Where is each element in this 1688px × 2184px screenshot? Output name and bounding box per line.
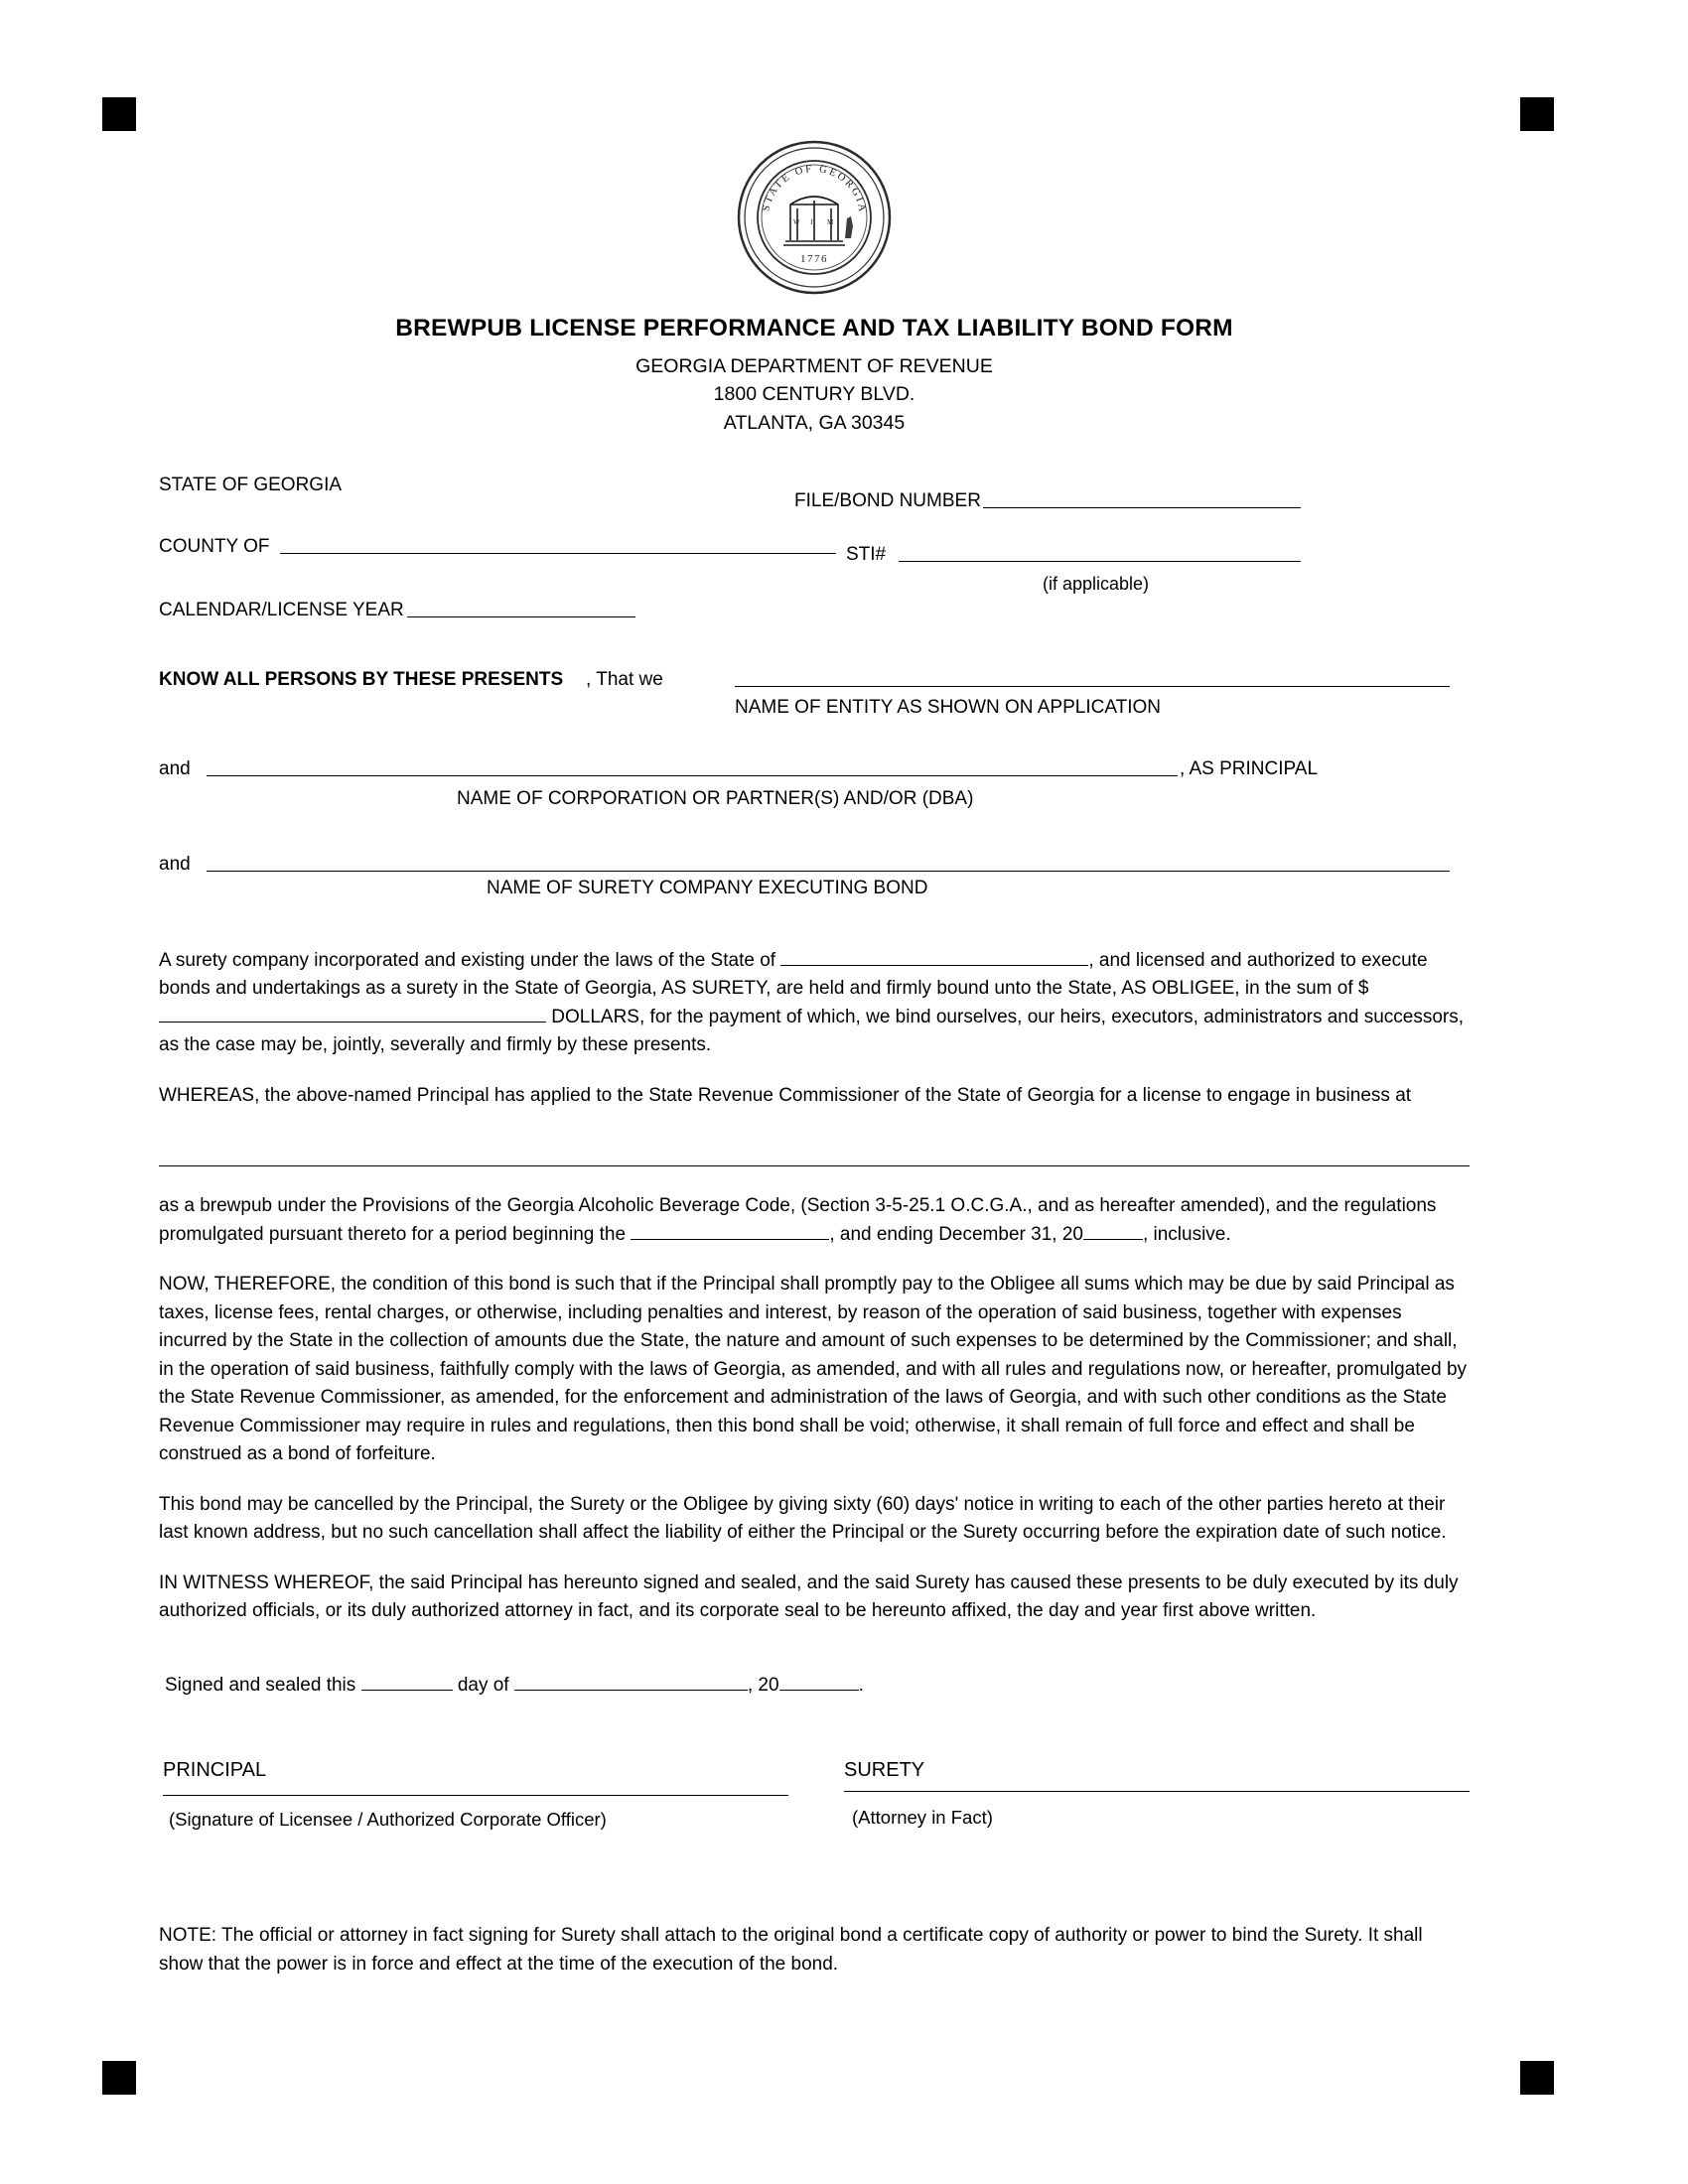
signed-sealed-part-2: day of	[457, 1674, 509, 1696]
signed-sealed-part-3: , 20	[747, 1674, 779, 1696]
period-end-year-input[interactable]	[1083, 1222, 1143, 1240]
calendar-license-year-input[interactable]	[407, 600, 635, 617]
principal-label: PRINCIPAL	[163, 1759, 267, 1782]
agency-address-line-2: ATLANTA, GA 30345	[723, 411, 906, 434]
surety-paragraph	[159, 947, 1470, 1060]
svg-text:M: M	[827, 218, 834, 226]
principal-signature-input[interactable]	[163, 1795, 788, 1796]
svg-text:1776: 1776	[800, 253, 828, 265]
brewpub-clause-part-1: as a brewpub under the Provisions of the Georgia Alcoholic Beverage Code, (Section 3-5-25.1 O.C.G.A., and as hereafter amended), and the regulations promulgated pursuant thereto for a period beginning the	[159, 1195, 1437, 1245]
registration-mark-top-left	[102, 97, 136, 131]
county-of-label: COUNTY OF	[159, 535, 270, 557]
bond-amount-input[interactable]	[159, 1005, 546, 1023]
surety-label: SURETY	[844, 1759, 925, 1782]
signed-sealed-part-1: Signed and sealed this	[165, 1674, 356, 1696]
brewpub-clause-paragraph	[159, 1192, 1470, 1249]
state-of-georgia-label: STATE OF GEORGIA	[159, 474, 343, 495]
surety-signature-input[interactable]	[844, 1791, 1470, 1792]
svg-text:J: J	[810, 218, 813, 226]
surety-company-caption: NAME OF SURETY COMPANY EXECUTING BOND	[487, 877, 928, 898]
witness-whereof-paragraph: IN WITNESS WHEREOF, the said Principal has hereunto signed and sealed, and the said Surety has caused these presents to be duly executed by its duly authorized officials, or its duly authorized attorney in fact, and its corporate seal to be hereunto affixed, the day and year first above written.	[159, 1571, 1459, 1622]
surety-company-row	[159, 854, 1470, 913]
signed-month-input[interactable]	[514, 1673, 748, 1691]
svg-text:STATE OF GEORGIA: STATE OF GEORGIA	[761, 163, 869, 215]
surety-signature-caption: (Attorney in Fact)	[852, 1807, 993, 1829]
signed-year-input[interactable]	[779, 1673, 859, 1691]
county-and-sti-row	[159, 536, 1470, 592]
whereas-paragraph: WHEREAS, the above-named Principal has applied to the State Revenue Commissioner of the State of Georgia for a license to engage in business at	[159, 1084, 1412, 1106]
seal-container	[159, 139, 1470, 301]
principal-signature-caption: (Signature of Licensee / Authorized Corporate Officer)	[169, 1809, 607, 1831]
sti-if-applicable-note: (if applicable)	[1043, 573, 1150, 594]
and-label-surety: and	[159, 853, 191, 875]
brewpub-clause-part-2: , and ending December 31, 20	[829, 1223, 1083, 1245]
surety-company-input[interactable]	[207, 854, 1450, 872]
signed-day-input[interactable]	[361, 1673, 453, 1691]
and-label-principal: and	[159, 757, 191, 779]
corporation-row	[159, 758, 1470, 822]
signature-area	[159, 1759, 1470, 1888]
file-bond-number-label: FILE/BOND NUMBER	[794, 489, 981, 511]
county-input[interactable]	[280, 536, 836, 554]
agency-address-line-1: 1800 CENTURY BLVD.	[713, 383, 915, 406]
document-content	[159, 139, 1470, 1997]
surety-paragraph-part-2: , and licensed and authorized to execute bonds and undertakings as a surety in the State of Georgia, AS SURETY, are held and firmly bound unto the State, AS OBLIGEE, in the sum of $	[159, 949, 1428, 1000]
surety-paragraph-part-3: DOLLARS, for the payment of which, we bind ourselves, our heirs, executors, administrators and successors, as the case may be, jointly, severally and firmly by these presents.	[159, 1006, 1465, 1056]
footer-note: NOTE: The official or attorney in fact signing for Surety shall attach to the original bond a certificate copy of authority or power to bind the Surety. It shall show that the power is in force and effect at the time of the execution of the bond.	[159, 1925, 1423, 1975]
registration-mark-bottom-right	[1520, 2061, 1554, 2095]
svg-text:W: W	[793, 218, 800, 226]
corporation-name-caption: NAME OF CORPORATION OR PARTNER(S) AND/OR (DBA)	[457, 787, 974, 809]
page-title: BREWPUB LICENSE PERFORMANCE AND TAX LIABILITY BOND FORM	[395, 315, 1233, 341]
registration-mark-bottom-left	[102, 2061, 136, 2095]
entity-name-caption: NAME OF ENTITY AS SHOWN ON APPLICATION	[735, 696, 1161, 718]
entity-name-input[interactable]	[735, 669, 1450, 687]
agency-name: GEORGIA DEPARTMENT OF REVENUE	[635, 355, 993, 377]
know-all-persons-rest: , That we	[586, 668, 663, 690]
georgia-state-seal-icon	[736, 139, 893, 296]
calendar-year-row	[159, 600, 1470, 641]
now-therefore-paragraph: NOW, THEREFORE, the condition of this bond is such that if the Principal shall promptly pay to the Obligee all sums which may be due by said Principal as taxes, license fees, rental charges, or otherwise, including penalties and interest, by reason of the operation of said business, together with expenses incurred by the State in the collection of amounts due the State, the nature and amount of such expenses to be determined by the Commissioner; and shall, in the operation of said business, faithfully comply with the laws of Georgia, as amended, and with all rules and regulations now, or hereafter, promulgated by the State Revenue Commissioner, as amended, for the enforcement and administration of the laws of Georgia, and with such other conditions as the State Revenue Commissioner may require in rules and regulations, then this bond shall be void; otherwise, it shall remain of full force and effect and shall be construed as a bond of forfeiture.	[159, 1274, 1468, 1465]
corporation-name-input[interactable]	[207, 758, 1178, 776]
period-begin-input[interactable]	[631, 1222, 829, 1240]
calendar-license-year-label: CALENDAR/LICENSE YEAR	[159, 599, 404, 620]
know-all-persons-lead: KNOW ALL PERSONS BY THESE PRESENTS	[159, 668, 564, 690]
signed-sealed-part-4: .	[858, 1674, 864, 1696]
business-address-input[interactable]	[159, 1165, 1470, 1166]
state-and-file-row	[159, 475, 1470, 514]
brewpub-clause-part-3: , inclusive.	[1142, 1223, 1231, 1245]
sti-number-label: STI#	[846, 543, 887, 565]
cancellation-paragraph: This bond may be cancelled by the Principal, the Surety or the Obligee by giving sixty (60) days' notice in writing to each of the other parties hereto at their last known address, but no such cancellation shall affect the liability of either the Principal or the Surety occurring before the expiration date of such notice.	[159, 1493, 1447, 1544]
signed-and-sealed-row	[159, 1672, 1470, 1701]
surety-paragraph-part-1: A surety company incorporated and existing under the laws of the State of	[159, 949, 776, 971]
file-bond-number-input[interactable]	[983, 490, 1301, 508]
as-principal-label: , AS PRINCIPAL	[1180, 757, 1319, 779]
know-all-persons-row	[159, 668, 1470, 718]
sti-number-input[interactable]	[899, 544, 1301, 562]
registration-mark-top-right	[1520, 97, 1554, 131]
surety-state-input[interactable]	[780, 948, 1088, 966]
